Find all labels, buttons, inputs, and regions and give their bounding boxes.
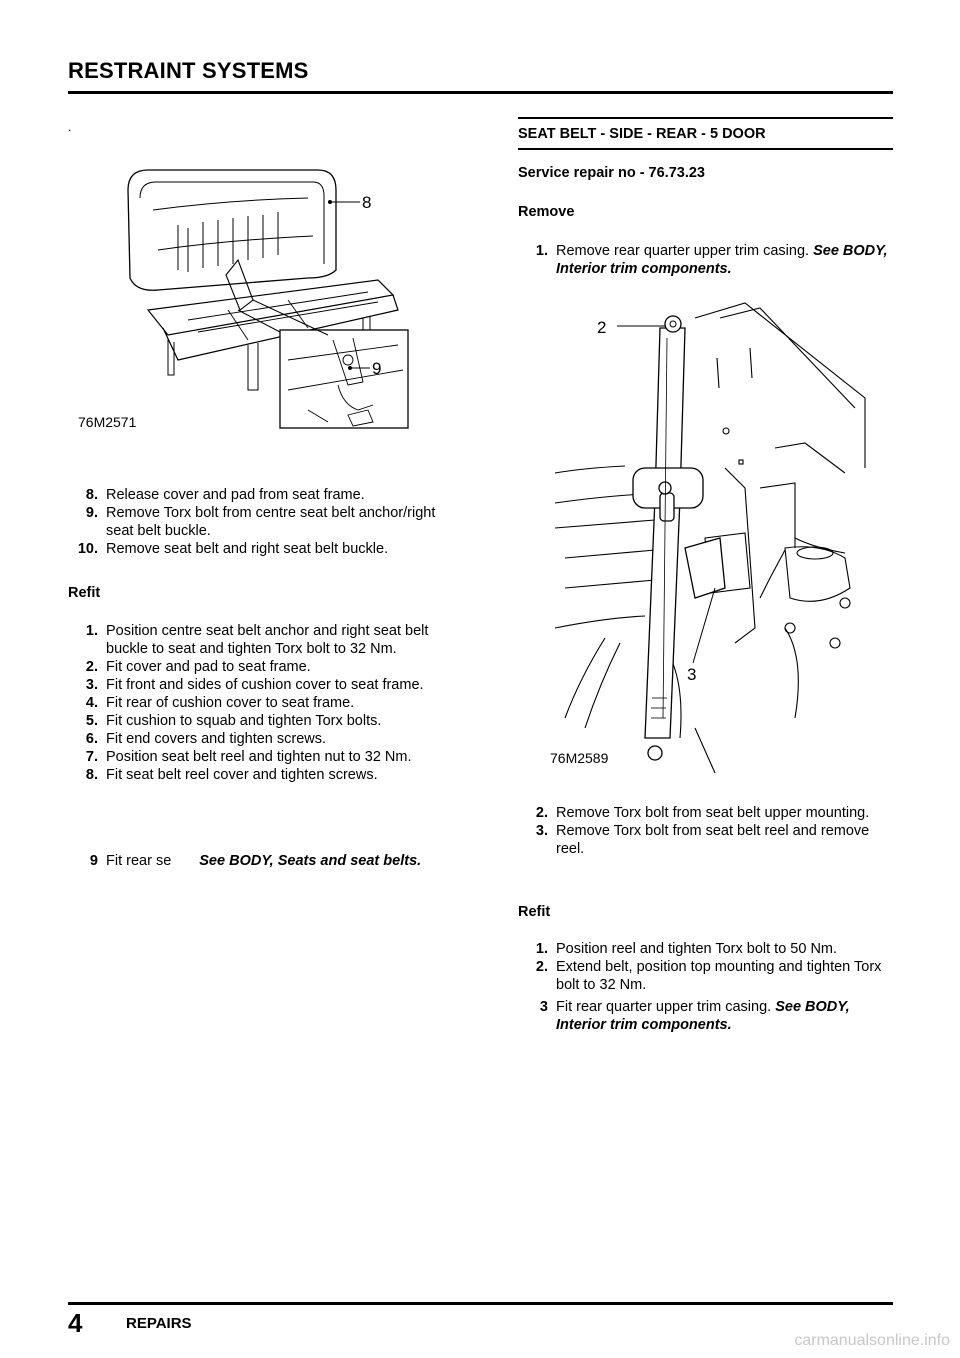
right-refit-step-2: 2. Extend belt, position top mounting and tighten Torx bolt to 32 Nm.	[535, 959, 882, 993]
header-divider	[68, 91, 893, 94]
left-refit-step-4: 4. Fit rear of cushion cover to seat frame.	[85, 695, 355, 711]
right-remove-step-1: 1. Remove rear quarter upper trim casing. See BODY, Interior trim components.	[535, 243, 888, 277]
footer-divider	[68, 1302, 893, 1305]
left-refit-step-8: 8. Fit seat belt reel cover and tighten screws.	[85, 767, 378, 783]
left-refit-step-3: 3. Fit front and sides of cushion cover to seat frame.	[85, 677, 424, 693]
left-refit-step-1: 1. Position centre seat belt anchor and right seat belt buckle to seat and tighten Torx bolt to 32 Nm.	[85, 623, 429, 657]
right-refit-step-3: 3 Fit rear quarter upper trim casing. See BODY, Interior trim components.	[539, 999, 850, 1033]
right-refit-step-1: 1. Position reel and tighten Torx bolt to 50 Nm.	[535, 941, 838, 957]
section-top-rule	[518, 117, 893, 119]
rear-seat-figure	[78, 160, 413, 435]
footer-section-name: REPAIRS	[126, 1315, 192, 1332]
left-step-9: 9. Remove Torx bolt from centre seat belt anchor/right seat belt buckle.	[85, 505, 436, 539]
left-step-10: 10. Remove seat belt and right seat belt buckle.	[77, 541, 389, 557]
cross-reference-interior-trim-refit[interactable]: See BODY, Interior trim components.	[556, 999, 850, 1033]
right-remove-step-3: 3. Remove Torx bolt from seat belt reel and remove reel.	[535, 823, 870, 857]
stray-mark: .	[68, 120, 72, 134]
seat-belt-side-figure	[545, 298, 875, 773]
right-remove-steps	[518, 804, 893, 858]
figure-callout-3: 3	[687, 665, 697, 684]
page-number: 4	[68, 1308, 83, 1338]
right-refit-steps	[518, 940, 893, 994]
watermark: carmanualsonline.info	[794, 1332, 950, 1349]
cross-reference-seats[interactable]: See BODY, Seats and seat belts.	[199, 853, 422, 869]
right-remove-step-2: 2. Remove Torx bolt from seat belt upper mounting.	[535, 805, 870, 821]
left-refit-heading: Refit	[68, 585, 101, 601]
figure-callout-9: 9	[372, 359, 382, 378]
figure-callout-8: 8	[362, 193, 372, 212]
figure-id-76m2589: 76M2589	[550, 750, 609, 766]
page-header-title: RESTRAINT SYSTEMS	[68, 58, 309, 83]
left-refit-steps	[68, 622, 448, 784]
left-refit-step-5: 5. Fit cushion to squab and tighten Torx bolts.	[85, 713, 382, 729]
right-refit-heading: Refit	[518, 904, 551, 920]
figure-id-76m2571: 76M2571	[78, 414, 137, 430]
left-refit-step-2: 2. Fit cover and pad to seat frame.	[85, 659, 311, 675]
left-refit-step-7: 7. Position seat belt reel and tighten nut to 32 Nm.	[85, 749, 412, 765]
left-refit-step-6: 6. Fit end covers and tighten screws.	[85, 731, 327, 747]
left-remove-steps	[68, 486, 448, 558]
left-step-8: 8. Release cover and pad from seat frame.	[85, 487, 365, 503]
left-refit-step-9: 9 Fit rear se See BODY, Seats and seat belts.	[89, 853, 422, 869]
section-title: SEAT BELT - SIDE - REAR - 5 DOOR	[518, 126, 766, 142]
figure-callout-2: 2	[597, 318, 607, 337]
cross-reference-interior-trim[interactable]: See BODY, Interior trim components.	[556, 243, 888, 277]
right-remove-heading: Remove	[518, 204, 575, 220]
section-bottom-rule	[518, 148, 893, 150]
service-repair-number: Service repair no - 76.73.23	[518, 165, 705, 181]
